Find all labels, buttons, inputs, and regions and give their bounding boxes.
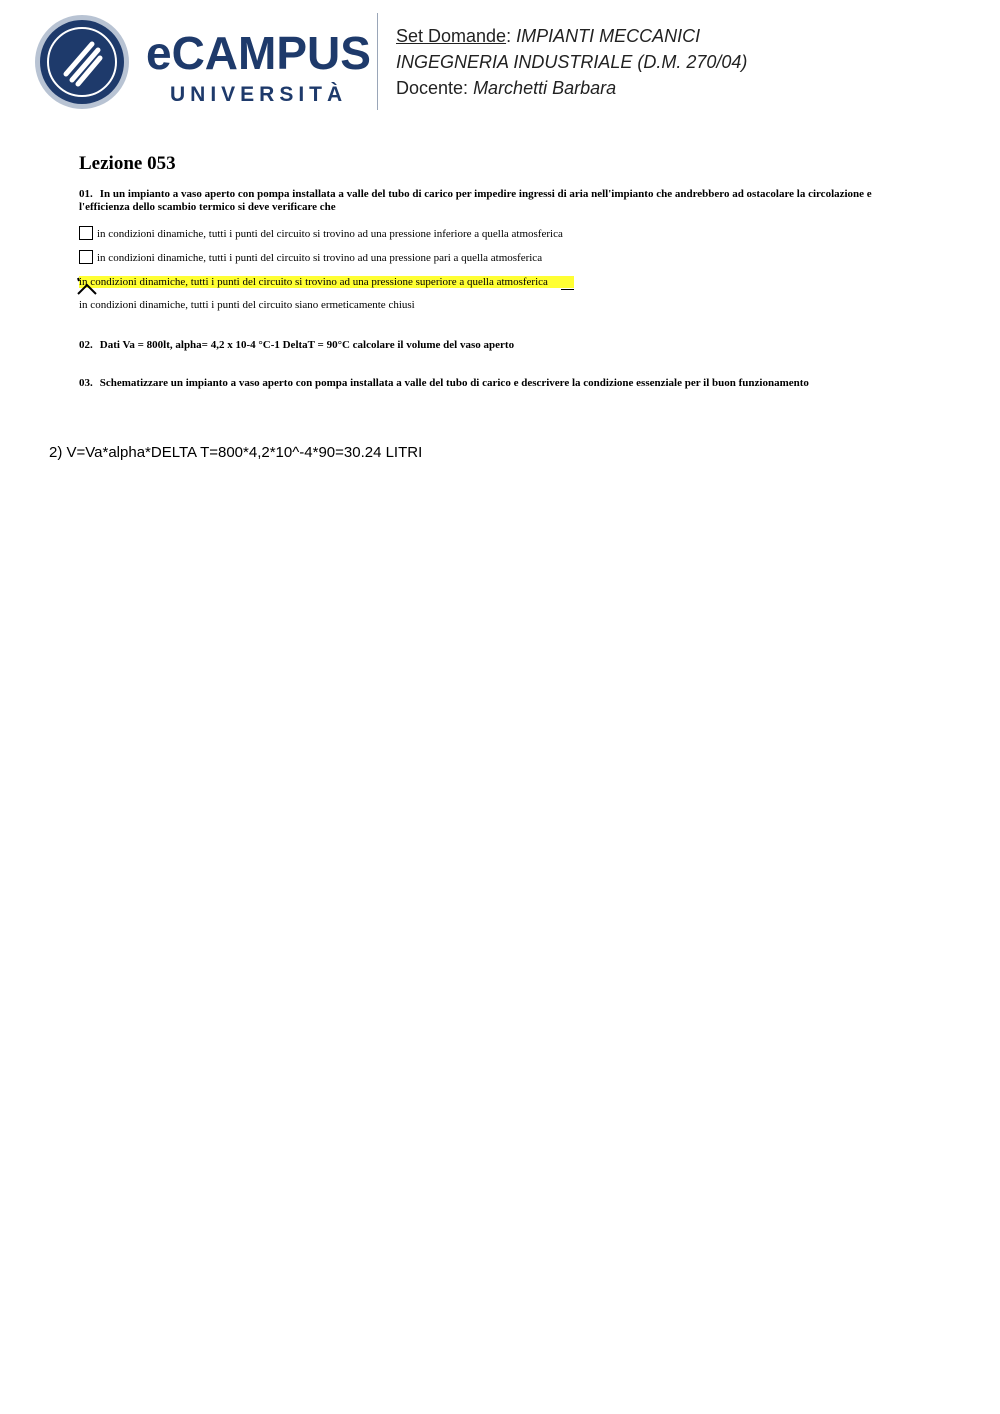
- question-01: [79, 188, 879, 214]
- question-03: [79, 377, 939, 390]
- option-4[interactable]: [79, 298, 415, 312]
- teacher-name: Marchetti Barbara: [473, 78, 617, 98]
- highlighted-answer: [79, 276, 574, 288]
- option-label: in condizioni dinamiche, tutti i punti del circuito si trovino ad una pressione superiore a quella atmosferica: [79, 276, 548, 288]
- checkmark-icon: [76, 276, 98, 296]
- course-name: IMPIANTI MECCANICI: [516, 26, 701, 46]
- set-separator: :: [506, 26, 512, 46]
- option-3-highlighted[interactable]: [79, 275, 574, 289]
- brand-name: eCAMPUS: [146, 27, 371, 79]
- checkbox-icon[interactable]: [79, 250, 93, 264]
- question-text: Dati Va = 800lt, alpha= 4,2 x 10-4 °C-1 DeltaT = 90°C calcolare il volume del vaso aperto: [99, 339, 515, 351]
- question-number: 03.: [79, 377, 93, 389]
- option-label: in condizioni dinamiche, tutti i punti del circuito si trovino ad una pressione inferiore a quella atmosferica: [97, 228, 563, 240]
- question-text: Schematizzare un impianto a vaso aperto con pompa installata a valle del tubo di carico e descrivere la condizione essenziale per il buon funzionamento: [99, 377, 809, 389]
- lesson-title: Lezione 053: [79, 153, 176, 174]
- option-1[interactable]: [79, 226, 563, 241]
- question-02: [79, 339, 879, 352]
- handwritten-answer: 2) V=Va*alpha*DELTA T=800*4,2*10^-4*90=30.24 LITRI: [49, 444, 423, 461]
- ecampus-logo-emblem: [34, 14, 130, 110]
- teacher-label: Docente:: [396, 78, 469, 98]
- set-label: Set Domande: [396, 26, 507, 46]
- question-number: 02.: [79, 339, 93, 351]
- header-divider: [377, 13, 378, 110]
- option-label: in condizioni dinamiche, tutti i punti del circuito siano ermeticamente chiusi: [79, 299, 415, 311]
- answer-box: [561, 277, 574, 290]
- option-2[interactable]: [79, 250, 542, 265]
- question-text: In un impianto a vaso aperto con pompa installata a valle del tubo di carico per impedire ingressi di aria nell'impianto che andrebbero ad ostacolare la circolazione e l'efficienza dello scambio termico si deve verificare che: [79, 188, 872, 213]
- degree-name: INGEGNERIA INDUSTRIALE (D.M. 270/04): [396, 52, 748, 72]
- checkbox-icon[interactable]: [79, 226, 93, 240]
- option-label: in condizioni dinamiche, tutti i punti del circuito si trovino ad una pressione pari a quella atmosferica: [97, 252, 543, 264]
- brand-subtitle: UNIVERSITÀ: [170, 83, 348, 106]
- header-info: [396, 23, 747, 101]
- question-number: 01.: [79, 188, 93, 200]
